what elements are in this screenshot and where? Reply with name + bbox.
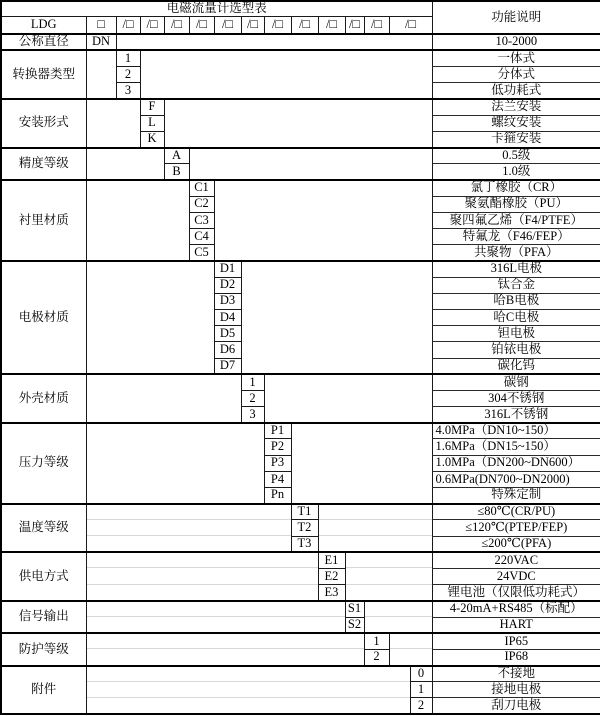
blank-cell xyxy=(214,245,432,261)
blank-cell xyxy=(241,277,432,293)
blank-cell xyxy=(214,180,432,196)
blank-cell xyxy=(86,471,264,487)
option-desc: 10-2000 xyxy=(432,34,600,50)
option-desc: ≤80℃(CR/PU) xyxy=(432,504,600,520)
blank-cell xyxy=(86,601,345,617)
option-desc: 螺纹安装 xyxy=(432,115,600,131)
blank-cell xyxy=(116,34,432,50)
blank-cell xyxy=(86,358,214,374)
option-code: L xyxy=(140,115,164,131)
option-desc: 1.0级 xyxy=(432,164,600,180)
option-code: D6 xyxy=(214,342,241,358)
blank-cell xyxy=(86,439,264,455)
data-row xyxy=(1,439,600,455)
option-desc: 聚四氟乙烯（F4/PTFE） xyxy=(432,212,600,228)
option-code: T2 xyxy=(291,520,318,536)
option-desc: 共聚物（PFA） xyxy=(432,245,600,261)
model-code-box: /□ xyxy=(345,16,364,34)
option-code: DN xyxy=(86,34,116,50)
blank-cell xyxy=(86,83,116,99)
blank-cell xyxy=(140,67,432,83)
option-code: 1 xyxy=(364,633,389,649)
blank-cell xyxy=(318,504,432,520)
model-code-box: /□ xyxy=(264,16,291,34)
blank-cell xyxy=(189,164,432,180)
blank-cell xyxy=(86,374,241,390)
blank-cell xyxy=(86,180,189,196)
blank-cell xyxy=(86,115,140,131)
option-desc: 特氟龙（F46/FEP） xyxy=(432,229,600,245)
blank-cell xyxy=(86,309,214,325)
option-code: 3 xyxy=(116,83,140,99)
data-row xyxy=(1,407,600,423)
data-row xyxy=(1,212,600,228)
data-row xyxy=(1,148,600,164)
data-row xyxy=(1,67,600,83)
model-code-box: /□ xyxy=(318,16,345,34)
option-desc: 钽电极 xyxy=(432,326,600,342)
option-desc: ≤120℃(PTEP/FEP) xyxy=(432,520,600,536)
data-row xyxy=(1,585,600,601)
option-code: F xyxy=(140,99,164,115)
blank-cell xyxy=(86,423,264,439)
option-desc: 哈C电极 xyxy=(432,309,600,325)
option-desc: ≤200℃(PFA) xyxy=(432,536,600,552)
model-code-box: /□ xyxy=(189,16,214,34)
blank-cell xyxy=(345,552,432,568)
model-code-box: □ xyxy=(86,16,116,34)
category-label: 电极材质 xyxy=(1,261,86,374)
blank-cell xyxy=(264,407,432,423)
blank-cell xyxy=(214,229,432,245)
blank-cell xyxy=(86,342,214,358)
category-label: 供电方式 xyxy=(1,552,86,601)
blank-cell xyxy=(86,407,241,423)
option-code: A xyxy=(164,148,189,164)
option-desc: 聚氨酯橡胶（PU） xyxy=(432,196,600,212)
blank-cell xyxy=(389,649,432,665)
data-row xyxy=(1,277,600,293)
option-code: D1 xyxy=(214,261,241,277)
data-row xyxy=(1,390,600,406)
option-desc: 4-20mA+RS485（标配） xyxy=(432,601,600,617)
blank-cell xyxy=(291,471,432,487)
blank-cell xyxy=(364,601,432,617)
category-label: 压力等级 xyxy=(1,423,86,504)
blank-cell xyxy=(291,488,432,504)
blank-cell xyxy=(86,131,140,147)
option-desc: HART xyxy=(432,617,600,633)
option-code: D2 xyxy=(214,277,241,293)
table-title: 电磁流量计选型表 xyxy=(1,1,432,16)
option-code: 2 xyxy=(116,67,140,83)
model-code-box: /□ xyxy=(164,16,189,34)
option-code: 1 xyxy=(116,50,140,66)
data-row xyxy=(1,649,600,665)
category-label: 外壳材质 xyxy=(1,374,86,423)
blank-cell xyxy=(86,148,164,164)
data-row xyxy=(1,633,600,649)
option-code: S1 xyxy=(345,601,364,617)
blank-cell xyxy=(140,50,432,66)
option-code: D7 xyxy=(214,358,241,374)
option-code: D5 xyxy=(214,326,241,342)
option-desc: 316L不锈钢 xyxy=(432,407,600,423)
data-row xyxy=(1,536,600,552)
category-label: 信号输出 xyxy=(1,601,86,633)
data-row xyxy=(1,164,600,180)
model-prefix: LDG xyxy=(1,16,86,34)
model-code-box: /□ xyxy=(241,16,264,34)
blank-cell xyxy=(241,309,432,325)
data-row xyxy=(1,488,600,504)
option-code: E3 xyxy=(318,585,345,601)
blank-cell xyxy=(86,617,345,633)
data-row xyxy=(1,261,600,277)
blank-cell xyxy=(345,585,432,601)
option-code: K xyxy=(140,131,164,147)
option-desc: 不接地 xyxy=(432,666,600,682)
data-row xyxy=(1,682,600,698)
option-code: B xyxy=(164,164,189,180)
blank-cell xyxy=(189,148,432,164)
option-desc: 碳化钨 xyxy=(432,358,600,374)
option-desc: 钛合金 xyxy=(432,277,600,293)
desc-header: 功能说明 xyxy=(432,1,600,34)
option-code: C2 xyxy=(189,196,214,212)
blank-cell xyxy=(86,99,140,115)
option-desc: 接地电极 xyxy=(432,682,600,698)
blank-cell xyxy=(86,568,318,584)
option-code: E2 xyxy=(318,568,345,584)
data-row xyxy=(1,50,600,66)
blank-cell xyxy=(86,488,264,504)
data-row xyxy=(1,34,600,50)
option-code: 1 xyxy=(410,682,432,698)
category-label: 衬里材质 xyxy=(1,180,86,261)
data-row xyxy=(1,617,600,633)
blank-cell xyxy=(86,196,189,212)
data-row xyxy=(1,99,600,115)
model-code-box: /□ xyxy=(291,16,318,34)
blank-cell xyxy=(86,261,214,277)
option-desc: 碳钢 xyxy=(432,374,600,390)
category-label: 温度等级 xyxy=(1,504,86,553)
blank-cell xyxy=(291,423,432,439)
option-code: P2 xyxy=(264,439,291,455)
blank-cell xyxy=(86,520,291,536)
option-code: D4 xyxy=(214,309,241,325)
option-desc: 304不锈钢 xyxy=(432,390,600,406)
option-desc: 0.6MPa(DN700~DN2000) xyxy=(432,471,600,487)
category-label: 精度等级 xyxy=(1,148,86,180)
blank-cell xyxy=(264,390,432,406)
blank-cell xyxy=(86,50,116,66)
blank-cell xyxy=(86,536,291,552)
option-desc: 刮刀电极 xyxy=(432,698,600,714)
blank-cell xyxy=(214,196,432,212)
data-row xyxy=(1,358,600,374)
option-code: C1 xyxy=(189,180,214,196)
blank-cell xyxy=(86,293,214,309)
option-code: P1 xyxy=(264,423,291,439)
blank-cell xyxy=(241,293,432,309)
data-row xyxy=(1,309,600,325)
blank-cell xyxy=(264,374,432,390)
option-code: C4 xyxy=(189,229,214,245)
option-desc: 铂铱电极 xyxy=(432,342,600,358)
option-code: 1 xyxy=(241,374,264,390)
data-row xyxy=(1,131,600,147)
category-label: 附件 xyxy=(1,666,86,715)
blank-cell xyxy=(164,115,432,131)
data-row xyxy=(1,423,600,439)
option-desc: 1.6MPa（DN15~150） xyxy=(432,439,600,455)
blank-cell xyxy=(86,455,264,471)
blank-cell xyxy=(214,212,432,228)
option-code: 2 xyxy=(241,390,264,406)
blank-cell xyxy=(86,326,214,342)
data-row xyxy=(1,293,600,309)
blank-cell xyxy=(86,212,189,228)
option-code: C5 xyxy=(189,245,214,261)
data-row xyxy=(1,115,600,131)
blank-cell xyxy=(318,536,432,552)
data-row xyxy=(1,568,600,584)
category-label: 公称直径 xyxy=(1,34,86,50)
option-code: 0 xyxy=(410,666,432,682)
blank-cell xyxy=(86,229,189,245)
model-code-box: /□ xyxy=(116,16,140,34)
option-desc: 一体式 xyxy=(432,50,600,66)
blank-cell xyxy=(345,568,432,584)
data-row xyxy=(1,245,600,261)
option-code: T1 xyxy=(291,504,318,520)
blank-cell xyxy=(364,617,432,633)
data-row xyxy=(1,326,600,342)
data-row xyxy=(1,455,600,471)
option-code: Pn xyxy=(264,488,291,504)
option-code: E1 xyxy=(318,552,345,568)
data-row xyxy=(1,471,600,487)
option-desc: 4.0MPa（DN10~150） xyxy=(432,423,600,439)
blank-cell xyxy=(291,455,432,471)
blank-cell xyxy=(86,390,241,406)
model-code-box: /□ xyxy=(214,16,241,34)
data-row xyxy=(1,374,600,390)
blank-cell xyxy=(86,649,364,665)
data-row xyxy=(1,196,600,212)
data-row xyxy=(1,552,600,568)
option-desc: 24VDC xyxy=(432,568,600,584)
data-row xyxy=(1,698,600,714)
data-row xyxy=(1,342,600,358)
blank-cell xyxy=(318,520,432,536)
data-row xyxy=(1,180,600,196)
option-desc: IP68 xyxy=(432,649,600,665)
option-code: P4 xyxy=(264,471,291,487)
option-desc: 低功耗式 xyxy=(432,83,600,99)
model-code-box: /□ xyxy=(389,16,432,34)
option-desc: 哈B电极 xyxy=(432,293,600,309)
category-label: 转换器类型 xyxy=(1,50,86,99)
blank-cell xyxy=(86,504,291,520)
blank-cell xyxy=(86,245,189,261)
blank-cell xyxy=(86,552,318,568)
option-code: P3 xyxy=(264,455,291,471)
option-desc: 1.0MPa（DN200~DN600） xyxy=(432,455,600,471)
data-row xyxy=(1,504,600,520)
model-code-box: /□ xyxy=(364,16,389,34)
blank-cell xyxy=(164,131,432,147)
option-code: T3 xyxy=(291,536,318,552)
blank-cell xyxy=(164,99,432,115)
blank-cell xyxy=(241,342,432,358)
blank-cell xyxy=(86,633,364,649)
blank-cell xyxy=(86,67,116,83)
blank-cell xyxy=(86,666,410,682)
blank-cell xyxy=(86,698,410,714)
option-desc: 特殊定制 xyxy=(432,488,600,504)
option-code: 2 xyxy=(364,649,389,665)
option-code: 3 xyxy=(241,407,264,423)
blank-cell xyxy=(86,277,214,293)
category-label: 安装形式 xyxy=(1,99,86,148)
blank-cell xyxy=(389,633,432,649)
option-desc: 锂电池（仅限低功耗式） xyxy=(432,585,600,601)
option-code: C3 xyxy=(189,212,214,228)
blank-cell xyxy=(291,439,432,455)
blank-cell xyxy=(140,83,432,99)
data-row xyxy=(1,601,600,617)
header-row xyxy=(1,1,600,16)
blank-cell xyxy=(86,585,318,601)
option-code: S2 xyxy=(345,617,364,633)
data-row xyxy=(1,229,600,245)
option-desc: 分体式 xyxy=(432,67,600,83)
option-code: D3 xyxy=(214,293,241,309)
blank-cell xyxy=(241,261,432,277)
category-label: 防护等级 xyxy=(1,633,86,665)
option-desc: 法兰安装 xyxy=(432,99,600,115)
option-desc: 220VAC xyxy=(432,552,600,568)
blank-cell xyxy=(241,358,432,374)
model-code-box: /□ xyxy=(140,16,164,34)
blank-cell xyxy=(241,326,432,342)
option-desc: 卡箍安装 xyxy=(432,131,600,147)
data-row xyxy=(1,520,600,536)
option-desc: IP65 xyxy=(432,633,600,649)
blank-cell xyxy=(86,164,164,180)
data-row xyxy=(1,83,600,99)
blank-cell xyxy=(86,682,410,698)
option-desc: 0.5级 xyxy=(432,148,600,164)
option-code: 2 xyxy=(410,698,432,714)
data-row xyxy=(1,666,600,682)
option-desc: 氯丁橡胶（CR） xyxy=(432,180,600,196)
option-desc: 316L电极 xyxy=(432,261,600,277)
